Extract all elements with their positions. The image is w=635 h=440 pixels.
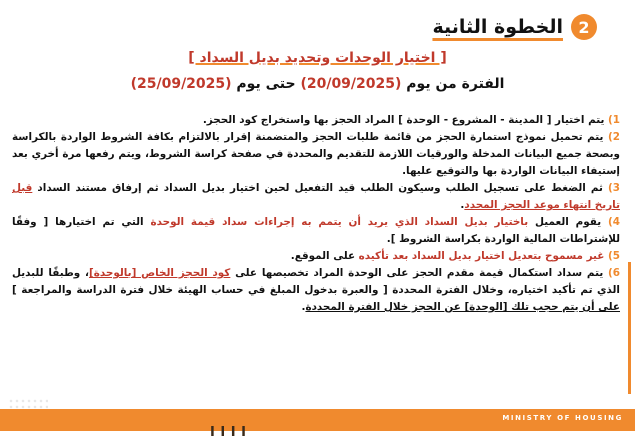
step-item-1 (12, 112, 620, 129)
step-text: يتم اختيار [ المدينة - المشروع - الوحدة ] المراد الحجز بها واستخراج كود الحجز. (202, 114, 605, 126)
no-modification-note: غير مسموح بتعديل اختيار بديل السداد بعد تأكيده (358, 250, 605, 262)
step-item-4 (12, 214, 620, 248)
payment-choice-note: باختيار بديل السداد الذي يريد أن يتمم به إجراءات سداد قيمة الوحدة (150, 216, 529, 228)
step-item-3 (12, 180, 620, 214)
step-num: 2) (608, 131, 621, 143)
step-text: يقوم العميل (534, 216, 602, 228)
step-item-2 (12, 129, 620, 180)
step-num: 5) (608, 250, 620, 262)
step-num: 1) (608, 114, 620, 126)
step-title: الخطوة الثانية (432, 16, 563, 38)
step-heading (432, 14, 597, 40)
step-text-end: . (460, 199, 465, 211)
booking-code-note: كود الحجز الخاص [بالوحدة] (88, 267, 231, 279)
footer-bar (0, 409, 635, 440)
step-item-5 (12, 248, 620, 265)
period-line (0, 76, 635, 92)
step-text-end: على الموقع. (290, 250, 356, 262)
step-number-badge: 2 (571, 14, 597, 40)
step-item-6 (12, 265, 620, 316)
footer-clipped-text: I I I I (210, 425, 247, 440)
step-text: يتم تحميل نموذج استمارة الحجز من قائمة طلبات الحجز والمتضمنة إقرار بالالتزام بكافة الشروط الواردة بالكراسة وبصحة جميع البيانات المدخلة والورقيات اللازمة للتقديم والمحددة في صفحة كراسة الشروط، ويتم رفعها مرة أخري بعد إستيفاء البيانات الواردة بها والتوقيع عليها. (12, 131, 620, 177)
step-text: ثم الضغط على تسجيل الطلب وسيكون الطلب قيد التفعيل لحين اختيار بديل السداد ثم إرفاق مستند السداد (37, 182, 603, 194)
step-text-end: . (301, 301, 306, 313)
unit-block-note: على أن يتم حجب تلك [الوحدة] عن الحجز خلال الفترة المحددة (305, 301, 620, 313)
subtitle-text: [ اختيار الوحدات وتحديد بديل السداد ] (188, 50, 447, 66)
ministry-label: MINISTRY OF HOUSING (502, 414, 623, 422)
step-text: يتم سداد استكمال قيمة مقدم الحجز على الوحدة المراد تخصيصها على (235, 267, 604, 279)
section-subtitle (0, 50, 635, 66)
deadline-note: قبل تاريخ انتهاء موعد الحجز المحدد (12, 182, 620, 211)
step-num: 4) (608, 216, 621, 228)
step-text-end: التي تم اختيارها [ وفقًا للإشتراطات المالية الواردة بكراسة الشروط ]. (12, 216, 620, 245)
step-num: 6) (608, 267, 621, 279)
period-middle: حتى يوم (236, 76, 296, 92)
date-from: (20/09/2025) (300, 76, 402, 92)
period-prefix: الفترة من يوم (406, 76, 505, 92)
step-text: ، وطبقًا للبديل الذي تم تأكيد اختياره، وخلال الفترة المحددة [ والعبرة بدخول المبلغ في حساب الهيئة خلال فترة الدراسة والمراجعة ] (12, 267, 620, 296)
step-num: 3) (608, 182, 620, 194)
steps-list (12, 112, 620, 316)
accent-divider (628, 262, 631, 394)
date-to: (25/09/2025) (130, 76, 232, 92)
